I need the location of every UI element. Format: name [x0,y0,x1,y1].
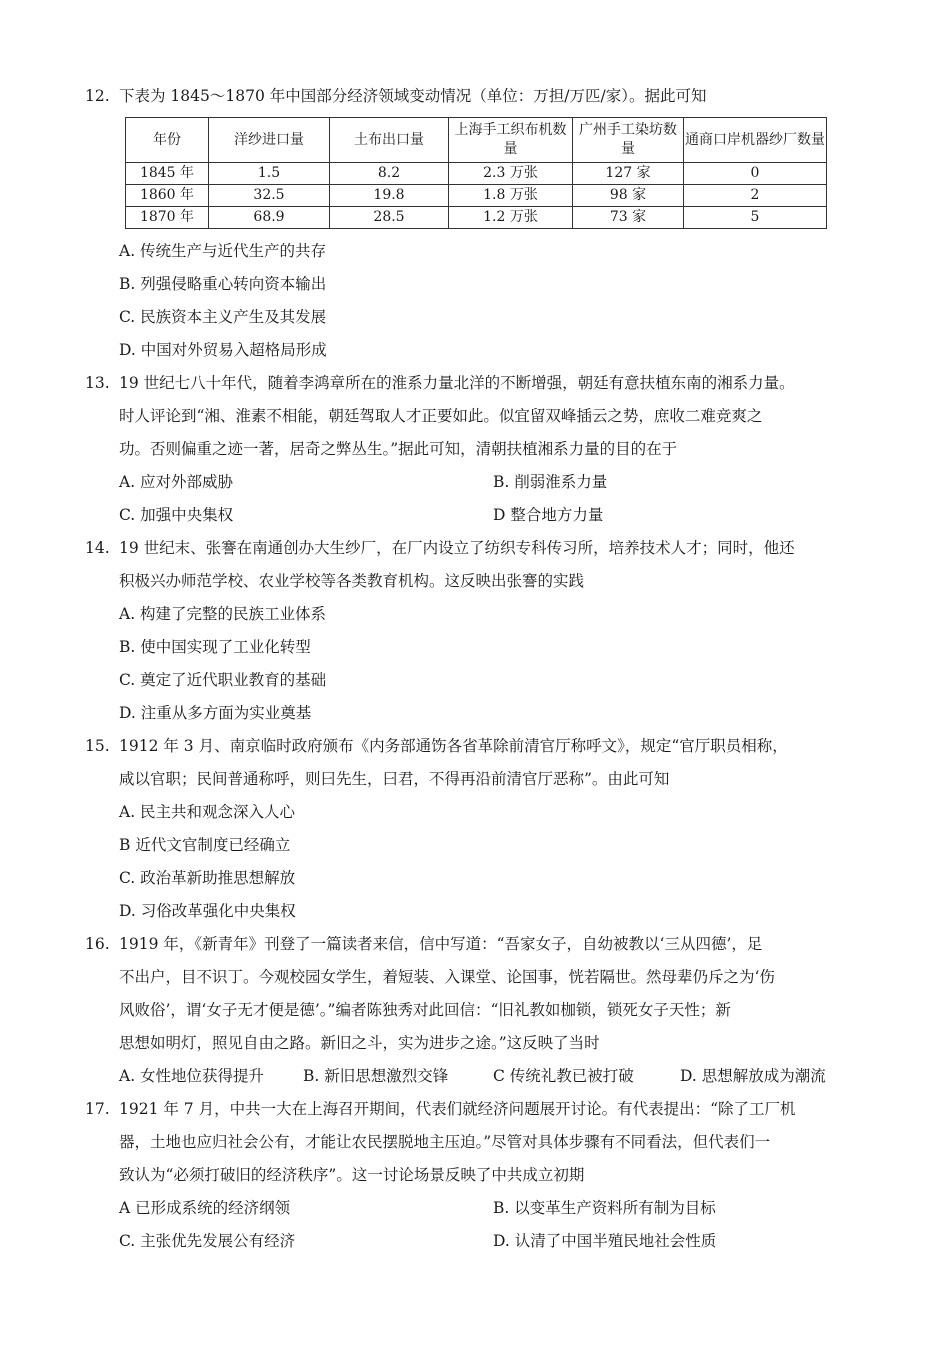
option-15-c[interactable]: C. 政治革新助推思想解放 [119,869,296,887]
table-header: 通商口岸机器纱厂数量 [684,118,827,163]
table-cell: 1.5 [209,163,330,185]
table-cell: 1870 年 [126,207,209,229]
table-header-row [126,118,827,163]
question-13-number: 13. [85,374,110,392]
option-15-a[interactable]: A. 民主共和观念深入人心 [119,803,296,821]
question-17-stem-line: 1921 年 7 月，中共一大在上海召开期间，代表们就经济问题展开讨论。有代表提出：“除了工厂机 [119,1100,796,1118]
option-12-d[interactable]: D. 中国对外贸易入超格局形成 [119,341,327,359]
option-14-b[interactable]: B. 使中国实现了工业化转型 [119,638,311,656]
option-15-d[interactable]: D. 习俗改革强化中央集权 [119,902,296,920]
table-cell: 73 家 [573,207,684,229]
option-16-c[interactable]: C 传统礼教已被打破 [493,1067,634,1085]
option-14-c[interactable]: C. 奠定了近代职业教育的基础 [119,671,327,689]
option-13-b[interactable]: B. 削弱淮系力量 [493,473,608,491]
option-13-a[interactable]: A. 应对外部威胁 [119,473,234,491]
question-15-stem-line: 咸以官职；民间普通称呼，则曰先生，曰君，不得再沿前清官厅恶称”。由此可知 [119,770,670,788]
table-header: 上海手工织布机数量 [449,118,573,163]
question-17-number: 17. [85,1100,110,1118]
table-cell: 28.5 [330,207,449,229]
question-16-stem-line: 不出户，目不识丁。今观校园女学生，着短装、入课堂、论国事，恍若隔世。然母辈仍斥之为‘伤 [119,968,775,986]
question-16-stem-line: 1919 年，《新青年》刊登了一篇读者来信，信中写道：“吾家女子，自幼被教以‘三从四德’，足 [119,935,763,953]
table-cell: 5 [684,207,827,229]
option-17-a[interactable]: A 已形成系统的经济纲领 [119,1199,291,1217]
question-14-number: 14. [85,539,110,557]
option-16-a[interactable]: A. 女性地位获得提升 [119,1067,265,1085]
question-14-stem-line: 积极兴办师范学校、农业学校等各类教育机构。这反映出张謇的实践 [119,572,585,590]
table-cell: 19.8 [330,185,449,207]
table-cell: 1.8 万张 [449,185,573,207]
question-16-stem-line: 风败俗’，谓‘女子无才便是德’。”编者陈独秀对此回信：“旧礼教如枷锁，锁死女子天性；新 [119,1001,731,1019]
option-15-b[interactable]: B 近代文官制度已经确立 [119,836,291,854]
question-15-stem-line: 1912 年 3 月、南京临时政府颁布《内务部通饬各省革除前清官厅称呼文》，规定“官厅职员相称， [119,737,788,755]
table-row [126,163,827,185]
question-13-stem-line: 19 世纪七八十年代，随着李鸿章所在的淮系力量北洋的不断增强，朝廷有意扶植东南的湘系力量。 [119,374,795,392]
economy-table [125,117,827,229]
table-header: 年份 [126,118,209,163]
option-17-d[interactable]: D. 认清了中国半殖民地社会性质 [493,1232,717,1250]
table-cell: 2.3 万张 [449,163,573,185]
table-cell: 8.2 [330,163,449,185]
table-cell: 1845 年 [126,163,209,185]
question-16-stem-line: 思想如明灯，照见自由之路。新旧之斗，实为进步之途。”这反映了当时 [119,1034,600,1052]
table-cell: 98 家 [573,185,684,207]
question-16-number: 16. [85,935,110,953]
table-cell: 0 [684,163,827,185]
table-cell: 127 家 [573,163,684,185]
question-14-stem-line: 19 世纪末、张謇在南通创办大生纱厂，在厂内设立了纺织专科传习所，培养技术人才；同时，他还 [119,539,795,557]
table-cell: 32.5 [209,185,330,207]
option-14-d[interactable]: D. 注重从多方面为实业奠基 [119,704,312,722]
question-12-stem: 下表为 1845～1870 年中国部分经济领域变动情况（单位：万担/万匹/家）。据此可知 [119,87,707,105]
table-header: 土布出口量 [330,118,449,163]
option-12-b[interactable]: B. 列强侵略重心转向资本输出 [119,275,327,293]
question-15-number: 15. [85,737,110,755]
option-16-b[interactable]: B. 新旧思想激烈交锋 [303,1067,449,1085]
table-cell: 68.9 [209,207,330,229]
table-row [126,185,827,207]
option-13-d[interactable]: D 整合地方力量 [493,506,604,524]
table-cell: 1.2 万张 [449,207,573,229]
question-13-stem-line: 功。否则偏重之迹一著，居奇之弊丛生。”据此可知，清朝扶植湘系力量的目的在于 [119,440,678,458]
option-17-c[interactable]: C. 主张优先发展公有经济 [119,1232,296,1250]
option-16-d[interactable]: D. 思想解放成为潮流 [680,1067,826,1085]
question-12-number: 12. [85,87,110,105]
option-14-a[interactable]: A. 构建了完整的民族工业体系 [119,605,327,623]
option-12-c[interactable]: C. 民族资本主义产生及其发展 [119,308,327,326]
option-12-a[interactable]: A. 传统生产与近代生产的共存 [119,242,327,260]
option-13-c[interactable]: C. 加强中央集权 [119,506,234,524]
table-cell: 1860 年 [126,185,209,207]
table-row [126,207,827,229]
question-17-stem-line: 器，土地也应归社会公有，才能让农民摆脱地主压迫。”尽管对具体步骤有不同看法，但代表们一 [119,1133,771,1151]
question-17-stem-line: 致认为“必须打破旧的经济秩序”。这一讨论场景反映了中共成立初期 [119,1166,585,1184]
question-13-stem-line: 时人评论到“湘、淮素不相能，朝廷驾取人才正要如此。似宜留双峰插云之势，庶收二难竞爽之 [119,407,763,425]
table-header: 洋纱进口量 [209,118,330,163]
option-17-b[interactable]: B. 以变革生产资料所有制为目标 [493,1199,716,1217]
table-cell: 2 [684,185,827,207]
table-header: 广州手工染坊数量 [573,118,684,163]
